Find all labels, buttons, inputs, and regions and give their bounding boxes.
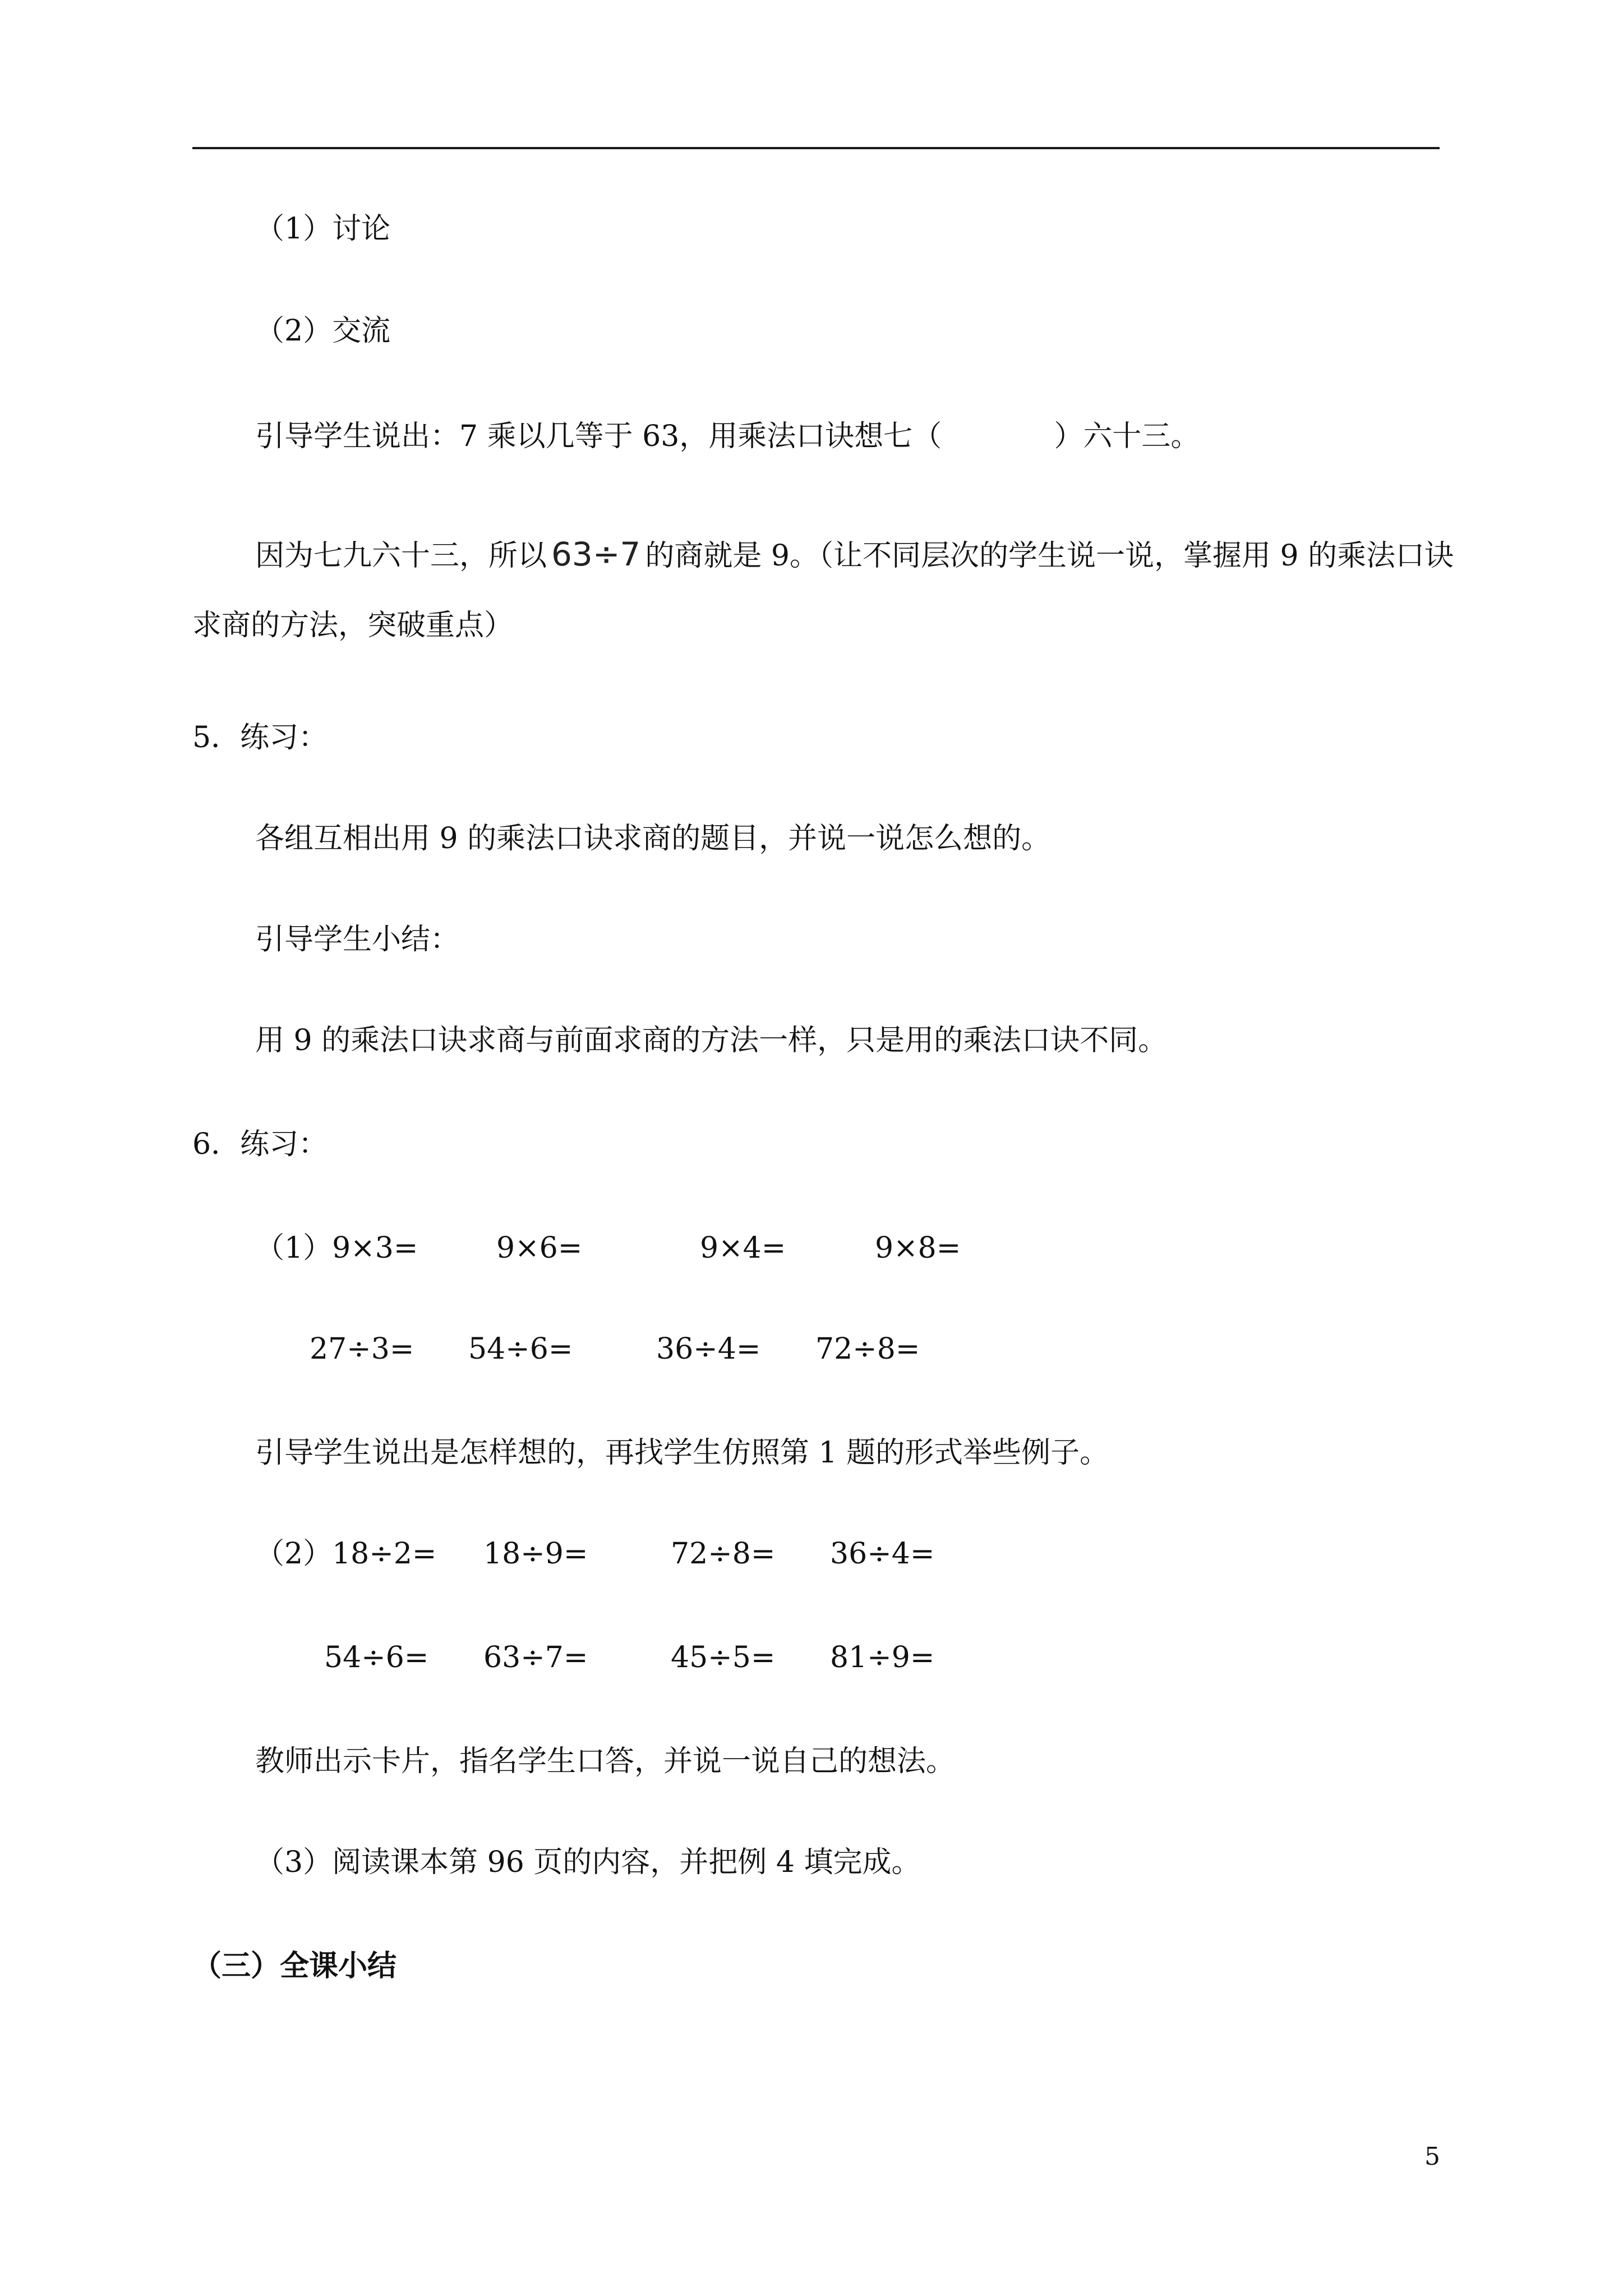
because-text-start: 因为七九六十三，所以 <box>255 539 547 573</box>
division-formula: 63÷7 <box>551 535 641 573</box>
exercise-item: 54÷6= <box>324 1641 429 1674</box>
practice-6-heading: 6．练习： <box>192 1128 328 1161</box>
card-line: 教师出示卡片，指名学生口答，并说一说自己的想法。 <box>255 1745 956 1778</box>
because-continuation: 求商的方法，突破重点） <box>192 609 514 642</box>
because-text-end: 的商就是 9。（让不同层次的学生说一说，掌握用 9 的乘法口诀 <box>645 539 1454 573</box>
think-prompt-line: 引导学生说出是怎样想的，再找学生仿照第 1 题的形式举些例子。 <box>255 1436 1109 1470</box>
exchange-line: （2）交流 <box>255 314 391 348</box>
read-line: （3）阅读课本第 96 页的内容，并把例 4 填完成。 <box>255 1846 921 1879</box>
exercise-item: 72÷8= <box>671 1537 776 1571</box>
because-line <box>255 537 1454 573</box>
groups-line: 各组互相出用 9 的乘法口诀求商的题目，并说一说怎么想的。 <box>255 822 1051 855</box>
guide-text-start: 引导学生说出：7 乘以几等于 63，用乘法口诀想七（ <box>255 420 942 453</box>
exercise-item: （2）18÷2= <box>255 1537 437 1571</box>
exercise-item: 72÷8= <box>815 1332 920 1366</box>
summary-line: 用 9 的乘法口诀求商与前面求商的方法一样，只是用的乘法口诀不同。 <box>255 1024 1168 1057</box>
exercise-item: 36÷4= <box>656 1332 761 1366</box>
exercise-item: （1）9×3= <box>255 1231 418 1265</box>
exercise-item: 36÷4= <box>830 1537 935 1571</box>
exercise-item: 63÷7= <box>483 1641 588 1674</box>
discuss-line: （1）讨论 <box>255 212 391 246</box>
exercise-item: 9×8= <box>875 1231 961 1265</box>
exercise-item: 27÷3= <box>310 1332 414 1366</box>
exercise-item: 9×6= <box>496 1231 583 1265</box>
guide-line <box>255 420 1200 453</box>
exercise-item: 9×4= <box>700 1231 786 1265</box>
header-rule <box>192 147 1440 149</box>
exercise-item: 54÷6= <box>468 1332 573 1366</box>
guide-text-end: ）六十三。 <box>1054 420 1200 453</box>
exercise-item: 45÷5= <box>671 1641 776 1674</box>
section-heading: （三）全课小结 <box>192 1949 397 1983</box>
exercise-item: 18÷9= <box>483 1537 588 1571</box>
page-number: 5 <box>1424 2142 1440 2171</box>
summary-prompt-line: 引导学生小结： <box>255 923 460 956</box>
exercise-item: 81÷9= <box>830 1641 935 1674</box>
practice-5-heading: 5．练习： <box>192 721 328 754</box>
